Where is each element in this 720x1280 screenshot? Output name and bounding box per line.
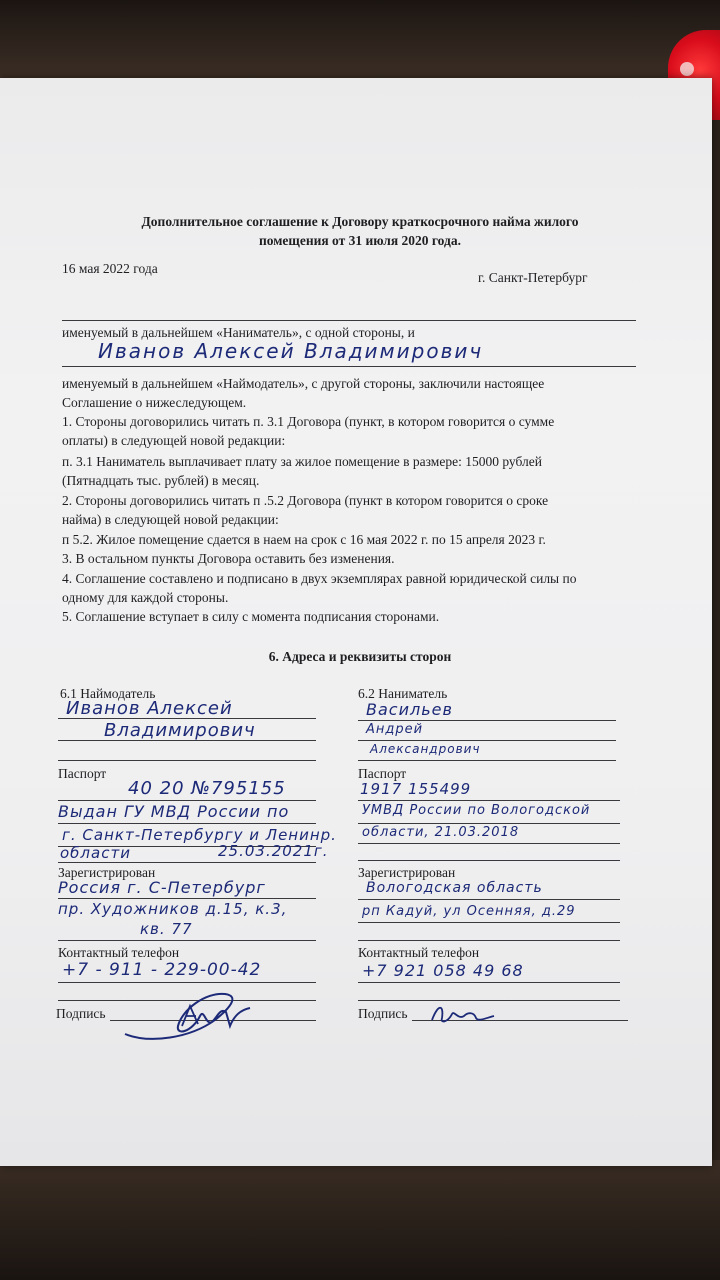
blank-line-landlord xyxy=(62,366,636,367)
field-line xyxy=(358,760,616,761)
tenant-name-line2: Андрей xyxy=(366,722,424,737)
field-line xyxy=(58,982,316,983)
field-line xyxy=(58,718,316,719)
landlord-heading: 6.1 Наймодатель xyxy=(60,686,156,701)
clause-4: 4. Соглашение составлено и подписано в двух экземплярах равной юридической силы по xyxy=(62,571,577,586)
section-6-title: 6. Адреса и реквизиты сторон xyxy=(268,649,452,664)
body-line: именуемый в дальнейшем «Наймодатель», с другой стороны, заключили настоящее xyxy=(62,376,545,391)
tenant-passport-issued2: области, 21.03.2018 xyxy=(362,825,520,840)
clause-1: 1. Стороны договорились читать п. 3.1 Договора (пункт, в котором говорится о сумме xyxy=(62,414,555,429)
tenant-registered1: Вологодская область xyxy=(366,880,543,896)
body-line: Соглашение о нижеследующем. xyxy=(62,395,247,410)
tenant-signature-label: Подпись xyxy=(358,1006,408,1021)
blank-line-tenant xyxy=(62,320,636,321)
document-city: г. Санкт-Петербург xyxy=(478,270,588,285)
handwritten-landlord-name: Иванов Алексей Владимирович xyxy=(98,339,484,363)
field-line xyxy=(358,800,620,801)
landlord-name-line1: Иванов Алексей xyxy=(66,698,233,719)
tenant-registered-label: Зарегистрирован xyxy=(358,865,456,880)
body-line: найма) в следующей новой редакции: xyxy=(62,512,279,527)
field-line xyxy=(58,740,316,741)
body-line: (Пятнадцать тыс. рублей) в месяц. xyxy=(62,473,260,488)
tenant-registered2: рп Кадуй, ул Осенняя, д.29 xyxy=(362,904,576,919)
field-line xyxy=(358,922,620,923)
tenant-signature-mark xyxy=(428,1000,498,1026)
field-line xyxy=(58,800,316,801)
landlord-name-line2: Владимирович xyxy=(104,720,256,741)
tenant-passport-issued1: УМВД России по Вологодской xyxy=(362,803,591,818)
landlord-registered3: кв. 77 xyxy=(140,920,193,938)
field-line xyxy=(58,898,316,899)
body-line: оплаты) в следующей новой редакции: xyxy=(62,433,286,448)
field-line xyxy=(358,720,616,721)
tenant-name-line1: Васильев xyxy=(366,700,453,719)
field-line xyxy=(358,940,620,941)
landlord-signature-label: Подпись xyxy=(56,1006,106,1021)
document-title-line2: помещения от 31 июля 2020 года. xyxy=(258,233,462,248)
field-line xyxy=(358,843,620,844)
clause-3-1: п. 3.1 Наниматель выплачивает плату за жилое помещение в размере: 15000 рублей xyxy=(62,454,542,469)
landlord-passport-number: 40 20 №795155 xyxy=(128,778,286,799)
knife-emblem xyxy=(680,62,694,76)
tenant-phone-label: Контактный телефон xyxy=(358,945,480,960)
wooden-table-bottom xyxy=(0,1160,720,1280)
landlord-registered1: Россия г. С-Петербург xyxy=(58,878,266,897)
clause-5-2: п 5.2. Жилое помещение сдается в наем на срок с 16 мая 2022 г. по 15 апреля 2023 г. xyxy=(62,532,546,547)
clause-2: 2. Стороны договорились читать п .5.2 Договора (пункт в котором говорится о сроке xyxy=(62,493,549,508)
document-title-line1: Дополнительное соглашение к Договору краткосрочного найма жилого xyxy=(141,214,579,229)
field-line xyxy=(58,940,316,941)
field-line xyxy=(358,860,620,861)
tenant-heading: 6.2 Наниматель xyxy=(358,686,448,701)
landlord-phone: +7 - 911 - 229-00-42 xyxy=(62,960,262,980)
tenant-passport-label: Паспорт xyxy=(358,766,407,781)
field-line xyxy=(58,760,316,761)
body-line: одному для каждой стороны. xyxy=(62,590,229,605)
field-line xyxy=(358,982,620,983)
landlord-registered2: пр. Художников д.15, к.3, xyxy=(58,900,288,918)
field-line xyxy=(358,823,620,824)
tenant-phone: +7 921 058 49 68 xyxy=(362,961,524,980)
clause-3: 3. В остальном пункты Договора оставить без изменения. xyxy=(62,551,395,566)
tenant-name-line3: Александрович xyxy=(370,742,481,756)
document-date: 16 мая 2022 года xyxy=(62,261,158,276)
landlord-phone-label: Контактный телефон xyxy=(58,945,180,960)
landlord-passport-issued3: области xyxy=(60,844,131,862)
field-line xyxy=(58,823,316,824)
landlord-passport-date: 25.03.2021г. xyxy=(218,842,329,860)
tenant-passport-number: 1917 155499 xyxy=(360,780,472,798)
field-line xyxy=(358,899,620,900)
landlord-passport-issued2: г. Санкт-Петербургу и Ленинр. xyxy=(62,826,337,844)
field-line xyxy=(358,740,616,741)
landlord-signature-mark xyxy=(120,986,260,1046)
landlord-registered-label: Зарегистрирован xyxy=(58,865,156,880)
body-line: именуемый в дальнейшем «Наниматель», с одной стороны, и xyxy=(62,325,415,340)
landlord-passport-issued1: Выдан ГУ МВД России по xyxy=(58,802,290,821)
clause-5: 5. Соглашение вступает в силу с момента подписания сторонами. xyxy=(62,609,440,624)
landlord-passport-label: Паспорт xyxy=(58,766,107,781)
